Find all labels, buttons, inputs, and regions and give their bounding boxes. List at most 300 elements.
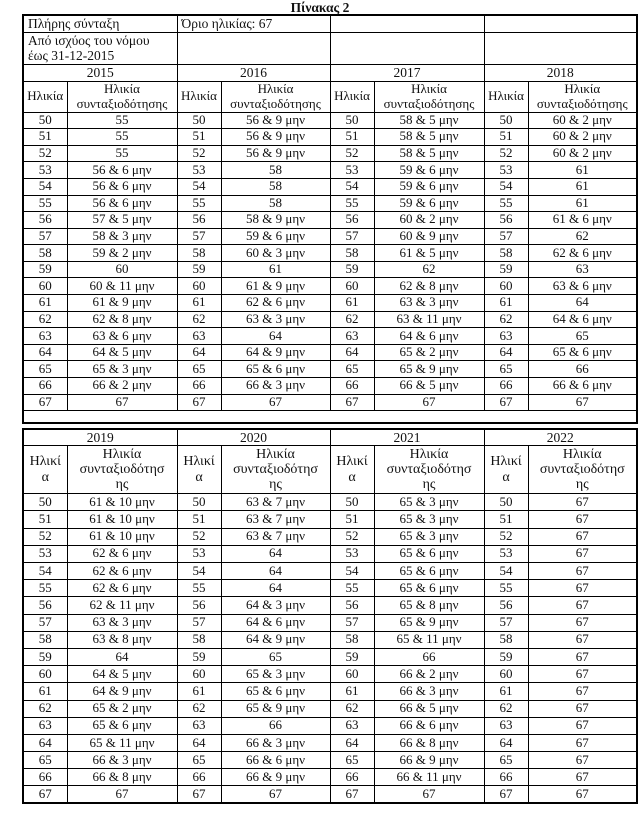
retirement-value-cell: 63 & 3 μην [221,311,330,328]
year-header: 2016 [177,64,330,81]
age-cell: 61 [484,295,528,312]
table-row [23,631,637,648]
age-cell: 60 [484,278,528,295]
table-row [23,700,637,717]
retirement-value-cell: 66 & 8 μην [67,769,177,786]
retirement-value-cell: 67 [528,614,637,631]
retirement-value-cell: 61 & 10 μην [67,528,177,545]
age-cell: 51 [23,129,67,146]
table-row [23,195,637,212]
empty-cell [330,15,484,32]
age-cell: 54 [177,563,221,580]
column-header-retirement-label: Ηλικία συνταξιοδότησης [539,446,625,493]
column-header-retirement [374,81,484,112]
table-row [23,261,637,278]
table-row [23,129,637,146]
retirement-value-cell: 56 & 6 μην [67,162,177,179]
retirement-value-cell: 67 [528,580,637,597]
table-row [23,361,637,378]
retirement-value-cell: 58 & 3 μην [67,228,177,245]
age-cell: 66 [177,378,221,395]
retirement-value-cell: 67 [528,786,637,803]
age-cell: 67 [177,786,221,803]
age-cell: 53 [484,162,528,179]
age-cell: 59 [23,648,67,665]
retirement-value-cell: 64 [67,648,177,665]
age-cell: 60 [484,666,528,683]
year-header-row [23,64,637,81]
age-cell: 66 [484,769,528,786]
age-cell: 56 [330,597,374,614]
retirement-value-cell: 66 & 2 μην [67,378,177,395]
age-cell: 52 [330,528,374,545]
age-cell: 55 [23,195,67,212]
retirement-value-cell: 63 & 3 μην [374,295,484,312]
age-cell: 59 [330,648,374,665]
age-cell: 51 [177,129,221,146]
retirement-value-cell: 66 & 2 μην [374,666,484,683]
retirement-value-cell: 65 & 6 μην [221,683,330,700]
age-cell: 59 [484,261,528,278]
age-cell: 54 [23,178,67,195]
retirement-value-cell: 65 & 11 μην [67,734,177,751]
age-cell: 58 [23,245,67,262]
age-cell: 64 [177,734,221,751]
table-row [23,112,637,129]
retirement-value-cell: 65 & 9 μην [221,700,330,717]
retirement-value-cell: 57 & 5 μην [67,212,177,229]
column-header-age-label: Ηλικία [29,454,61,485]
retirement-value-cell: 65 & 2 μην [374,344,484,361]
column-header-retirement-label: Ηλικία συνταξιοδότησης [386,446,472,493]
age-cell: 57 [484,614,528,631]
retirement-value-cell: 64 & 9 μην [221,344,330,361]
table-section-2019-2022 [23,429,637,803]
retirement-value-cell: 64 & 9 μην [221,631,330,648]
retirement-value-cell: 66 & 8 μην [374,734,484,751]
age-cell: 65 [330,361,374,378]
column-header-retirement [528,446,637,494]
age-cell: 58 [330,245,374,262]
full-pension-label: Πλήρης σύνταξη [23,15,177,32]
age-cell: 53 [330,162,374,179]
retirement-value-cell: 58 & 5 μην [374,145,484,162]
age-cell: 63 [177,717,221,734]
age-cell: 54 [484,563,528,580]
table-row [23,311,637,328]
retirement-value-cell: 66 & 6 μην [374,717,484,734]
retirement-value-cell: 65 & 11 μην [374,631,484,648]
retirement-value-cell: 61 & 10 μην [67,511,177,528]
year-header: 2019 [23,429,177,446]
age-cell: 61 [177,295,221,312]
retirement-value-cell: 67 [528,734,637,751]
retirement-value-cell: 67 [221,786,330,803]
age-cell: 55 [330,195,374,212]
age-cell: 54 [330,563,374,580]
info-row-1 [23,15,637,32]
retirement-value-cell: 67 [528,631,637,648]
column-header-age-label: Ηλικία [488,88,524,104]
age-cell: 62 [484,311,528,328]
retirement-value-cell: 66 & 5 μην [374,378,484,395]
retirement-value-cell: 65 & 3 μην [374,494,484,511]
age-cell: 51 [330,511,374,528]
age-cell: 57 [330,614,374,631]
retirement-value-cell: 61 & 6 μην [528,212,637,229]
age-cell: 64 [23,734,67,751]
column-header-retirement [528,81,637,112]
age-cell: 58 [330,631,374,648]
table-row [23,563,637,580]
retirement-value-cell: 63 & 8 μην [67,631,177,648]
age-cell: 51 [177,511,221,528]
retirement-value-cell: 64 [528,295,637,312]
retirement-value-cell: 65 & 2 μην [67,700,177,717]
table-row [23,344,637,361]
table-row [23,278,637,295]
retirement-value-cell: 67 [528,545,637,562]
age-cell: 58 [177,631,221,648]
age-cell: 52 [484,145,528,162]
age-cell: 67 [484,786,528,803]
age-cell: 62 [177,311,221,328]
age-cell: 52 [330,145,374,162]
table-row [23,666,637,683]
column-header-age [177,81,221,112]
column-header-age [23,446,67,494]
age-cell: 54 [23,563,67,580]
retirement-value-cell: 67 [67,786,177,803]
retirement-value-cell: 63 & 7 μην [221,511,330,528]
column-header-retirement-label: Ηλικία συνταξιοδότησης [230,81,321,111]
retirement-value-cell: 64 [221,580,330,597]
retirement-value-cell: 60 & 3 μην [221,245,330,262]
retirement-value-cell: 58 [221,178,330,195]
column-header-retirement [374,446,484,494]
age-cell: 59 [484,648,528,665]
empty-cell [23,411,637,423]
retirement-value-cell: 66 & 3 μην [221,378,330,395]
column-header-row [23,81,637,112]
retirement-value-cell: 61 [528,162,637,179]
age-cell: 65 [23,361,67,378]
table-row [23,145,637,162]
age-cell: 51 [484,129,528,146]
retirement-value-cell: 64 [221,545,330,562]
retirement-value-cell: 66 [528,361,637,378]
retirement-value-cell: 58 & 5 μην [374,112,484,129]
retirement-value-cell: 65 & 3 μην [374,511,484,528]
column-header-age-label: Ηλικία [183,454,215,485]
table-row [23,734,637,751]
age-cell: 62 [23,700,67,717]
retirement-value-cell: 56 & 9 μην [221,112,330,129]
age-cell: 66 [484,378,528,395]
retirement-value-cell: 60 [67,261,177,278]
retirement-value-cell: 62 & 6 μην [221,295,330,312]
column-header-retirement [67,81,177,112]
age-cell: 59 [23,261,67,278]
age-cell: 51 [484,511,528,528]
year-header: 2018 [484,64,637,81]
retirement-value-cell: 60 & 2 μην [528,145,637,162]
age-cell: 63 [484,328,528,345]
retirement-value-cell: 60 & 9 μην [374,228,484,245]
retirement-value-cell: 67 [528,528,637,545]
info-row-2 [23,32,637,64]
age-cell: 55 [23,580,67,597]
table-row [23,528,637,545]
age-cell: 61 [23,295,67,312]
retirement-value-cell: 56 & 6 μην [67,178,177,195]
retirement-value-cell: 65 & 6 μην [374,580,484,597]
retirement-value-cell: 60 & 2 μην [528,112,637,129]
retirement-value-cell: 67 [528,666,637,683]
table-row [23,683,637,700]
age-cell: 67 [484,394,528,411]
table-row [23,580,637,597]
age-cell: 50 [484,494,528,511]
retirement-value-cell: 67 [528,648,637,665]
age-cell: 66 [23,769,67,786]
retirement-value-cell: 64 & 5 μην [67,344,177,361]
retirement-value-cell: 58 [221,162,330,179]
retirement-value-cell: 67 [528,752,637,769]
retirement-value-cell: 66 & 3 μην [67,752,177,769]
age-cell: 60 [330,278,374,295]
age-cell: 60 [177,278,221,295]
column-header-retirement-label: Ηλικία συνταξιοδότησης [536,81,628,111]
retirement-value-cell: 67 [528,511,637,528]
column-header-age [484,446,528,494]
column-header-age-label: Ηλικία [181,88,217,104]
age-cell: 60 [177,666,221,683]
age-cell: 67 [330,394,374,411]
retirement-value-cell: 66 [374,648,484,665]
column-header-age [23,81,67,112]
retirement-value-cell: 66 & 6 μην [221,752,330,769]
age-cell: 65 [177,752,221,769]
empty-cell [177,32,330,64]
retirement-value-cell: 59 & 2 μην [67,245,177,262]
retirement-value-cell: 64 & 6 μην [528,311,637,328]
age-cell: 57 [177,614,221,631]
age-cell: 65 [23,752,67,769]
retirement-value-cell: 61 & 9 μην [67,295,177,312]
retirement-value-cell: 66 [221,717,330,734]
age-cell: 50 [23,112,67,129]
age-cell: 60 [23,666,67,683]
empty-cell [330,32,484,64]
retirement-value-cell: 66 & 3 μην [374,683,484,700]
age-cell: 60 [23,278,67,295]
retirement-value-cell: 65 & 3 μην [374,528,484,545]
year-header: 2021 [330,429,484,446]
retirement-value-cell: 67 [221,394,330,411]
retirement-value-cell: 64 & 5 μην [67,666,177,683]
age-cell: 61 [330,295,374,312]
retirement-value-cell: 60 & 2 μην [374,212,484,229]
age-cell: 52 [177,145,221,162]
age-cell: 64 [330,344,374,361]
age-cell: 52 [23,528,67,545]
retirement-value-cell: 66 & 9 μην [374,752,484,769]
retirement-value-cell: 63 [528,261,637,278]
retirement-value-cell: 55 [67,129,177,146]
table-row [23,378,637,395]
age-cell: 56 [23,597,67,614]
age-cell: 53 [23,545,67,562]
age-cell: 53 [330,545,374,562]
retirement-value-cell: 63 & 7 μην [221,528,330,545]
age-cell: 57 [177,228,221,245]
age-cell: 50 [23,494,67,511]
table-row [23,769,637,786]
age-cell: 63 [330,717,374,734]
retirement-value-cell: 66 & 6 μην [528,378,637,395]
law-note-text: Από ισχύος του νόμου έως 31-12-2015 [28,32,150,64]
age-cell: 55 [484,580,528,597]
retirement-value-cell: 55 [67,145,177,162]
retirement-value-cell: 63 & 6 μην [528,278,637,295]
retirement-value-cell: 67 [528,700,637,717]
retirement-value-cell: 65 & 3 μην [221,666,330,683]
retirement-value-cell: 56 & 9 μην [221,129,330,146]
age-cell: 64 [484,734,528,751]
retirement-value-cell: 65 & 9 μην [374,361,484,378]
age-cell: 56 [177,212,221,229]
age-cell: 58 [23,631,67,648]
age-cell: 65 [484,361,528,378]
age-cell: 63 [330,328,374,345]
table-row [23,295,637,312]
age-limit-label: Όριο ηλικίας: 67 [177,15,330,32]
column-header-age [330,81,374,112]
retirement-value-cell: 58 [221,195,330,212]
retirement-value-cell: 66 & 9 μην [221,769,330,786]
retirement-value-cell: 62 & 8 μην [67,311,177,328]
age-cell: 50 [330,494,374,511]
age-cell: 57 [330,228,374,245]
retirement-value-cell: 67 [528,563,637,580]
column-header-retirement [221,446,330,494]
retirement-value-cell: 66 & 11 μην [374,769,484,786]
year-header: 2015 [23,64,177,81]
year-header: 2022 [484,429,637,446]
retirement-value-cell: 65 & 6 μην [374,545,484,562]
age-cell: 51 [23,511,67,528]
age-cell: 53 [484,545,528,562]
age-cell: 62 [330,700,374,717]
age-cell: 54 [330,178,374,195]
age-cell: 50 [330,112,374,129]
age-cell: 53 [177,545,221,562]
age-cell: 66 [177,769,221,786]
year-header: 2017 [330,64,484,81]
year-header: 2020 [177,429,330,446]
retirement-value-cell: 59 & 6 μην [221,228,330,245]
table-row [23,328,637,345]
retirement-value-cell: 60 & 2 μην [528,129,637,146]
table-row [23,597,637,614]
retirement-value-cell: 61 [221,261,330,278]
year-header-row [23,429,637,446]
table-row [23,511,637,528]
age-cell: 62 [484,700,528,717]
table-row [23,394,637,411]
retirement-value-cell: 61 & 5 μην [374,245,484,262]
age-cell: 60 [330,666,374,683]
age-cell: 57 [484,228,528,245]
age-cell: 65 [177,361,221,378]
retirement-value-cell: 56 & 9 μην [221,145,330,162]
table-row [23,786,637,803]
table-row [23,494,637,511]
retirement-value-cell: 58 & 9 μην [221,212,330,229]
age-cell: 62 [23,311,67,328]
retirement-value-cell: 62 [374,261,484,278]
age-cell: 50 [484,112,528,129]
age-cell: 56 [484,212,528,229]
table-row [23,614,637,631]
age-cell: 55 [330,580,374,597]
table-row [23,648,637,665]
retirement-value-cell: 59 & 6 μην [374,162,484,179]
age-cell: 66 [330,378,374,395]
age-cell: 67 [23,786,67,803]
age-cell: 67 [330,786,374,803]
age-cell: 56 [484,597,528,614]
retirement-value-cell: 60 & 11 μην [67,278,177,295]
column-header-retirement-label: Ηλικία συνταξιοδότησης [79,446,165,493]
retirement-value-cell: 64 [221,563,330,580]
retirement-value-cell: 62 & 6 μην [67,563,177,580]
age-cell: 54 [177,178,221,195]
age-cell: 61 [484,683,528,700]
retirement-value-cell: 65 & 6 μην [374,563,484,580]
age-cell: 61 [330,683,374,700]
retirement-value-cell: 66 & 3 μην [221,734,330,751]
age-cell: 53 [23,162,67,179]
age-cell: 50 [177,494,221,511]
age-cell: 57 [23,614,67,631]
retirement-value-cell: 65 & 9 μην [374,614,484,631]
age-cell: 63 [23,717,67,734]
age-cell: 64 [177,344,221,361]
retirement-value-cell: 67 [528,683,637,700]
age-cell: 63 [23,328,67,345]
column-header-age-label: Ηλικία [490,454,522,485]
retirement-value-cell: 65 [528,328,637,345]
table-row [23,212,637,229]
column-header-retirement-label: Ηλικία συνταξιοδότησης [233,446,318,493]
retirement-value-cell: 62 & 6 μην [67,580,177,597]
retirement-value-cell: 63 & 7 μην [221,494,330,511]
age-cell: 50 [177,112,221,129]
pension-table-top [22,14,638,424]
retirement-value-cell: 61 [528,195,637,212]
column-header-retirement-label: Ηλικία συνταξιοδότησης [383,81,475,111]
table-row [23,545,637,562]
retirement-value-cell: 64 & 6 μην [221,614,330,631]
age-cell: 56 [330,212,374,229]
column-header-age [330,446,374,494]
retirement-value-cell: 62 [528,228,637,245]
retirement-value-cell: 67 [374,786,484,803]
age-cell: 55 [177,195,221,212]
retirement-value-cell: 61 & 9 μην [221,278,330,295]
